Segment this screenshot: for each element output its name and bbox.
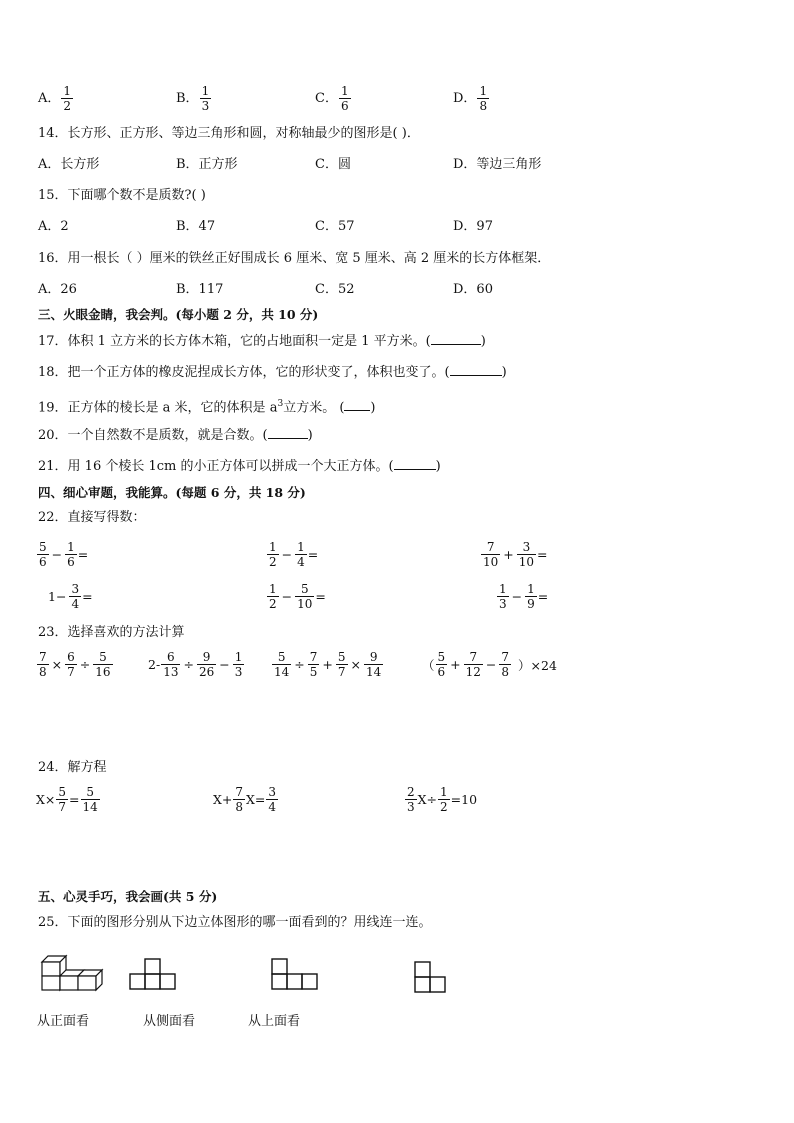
q24-equation-1: X× $\frac{5}{7}$ = $\frac{5}{14}$ [36,785,98,814]
q14-option-a[interactable]: A．长方形 [38,157,100,172]
q15-option-a[interactable]: A．2 [38,219,69,234]
q23-expression-1: $\frac{7}{8}$ × $\frac{6}{7}$ ÷ $\frac{5}{16}$ [39,650,111,679]
view-shape-2 [272,957,320,991]
q13-option-c[interactable]: C． $\frac{1}{6}$ [315,84,349,113]
q24-stem: 24．解方程 [38,760,107,775]
q22-expression-1: 5 6 − $\frac{1}{6}$ = [39,540,89,569]
q14-option-b[interactable]: B．正方形 [176,157,238,172]
q21-answer-blank[interactable] [394,469,436,470]
q16-option-c[interactable]: C．52 [315,282,355,297]
q25-stem: 25．下面的图形分别从下边立体图形的哪一面看到的？用线连一连。 [38,915,432,930]
q18-line: 18．把一个正方体的橡皮泥捏成长方体，它的形状变了，体积也变了。( ) [38,365,507,380]
q13-option-d[interactable]: D． $\frac{1}{8}$ [453,84,488,113]
q23-expression-4: （ 5 6 + $\frac{7}{12}$ − $\frac{7}{8}$ ）×24 [422,650,557,679]
section4-title: 四、细心审题，我能算。(每题 6 分，共 18 分) [38,485,306,500]
section3-title: 三、火眼金睛，我会判。(每小题 2 分，共 10 分) [38,307,319,322]
q15-stem: 15．下面哪个数不是质数?( ) [38,188,206,203]
q16-option-a[interactable]: A．26 [38,282,77,297]
q13-option-a[interactable]: A． $\frac{1}{2}$ [38,84,72,113]
q22-stem: 22．直接写得数： [38,510,146,525]
q15-option-c[interactable]: C．57 [315,219,355,234]
q15-option-b[interactable]: B．47 [176,219,216,234]
caption-top-view: 从上面看 [248,1014,301,1029]
q18-answer-blank[interactable] [450,375,502,376]
fraction: $\frac{1}{3}$ [201,84,210,113]
caption-side-view: 从侧面看 [143,1014,196,1029]
q23-expression-3: $\frac{5}{14}$ ÷ $\frac{7}{5}$ + $\frac{5}{7}$ × $\frac{9}{14}$ [274,650,382,679]
q20-answer-blank[interactable] [268,438,308,439]
view-shape-1 [130,957,178,991]
q22-expression-2: 1 2 − $\frac{1}{4}$ = [269,540,319,569]
q19-answer-blank[interactable] [344,410,370,411]
q22-expression-4: 1− $\frac{3}{4}$ = [48,582,93,611]
q16-stem: 16．用一根长（ ）厘米的铁丝正好围成长 6 厘米、宽 5 厘米、高 2 厘米的长方体框架． [38,251,551,266]
q14-option-d[interactable]: D．等边三角形 [453,157,542,172]
q22-expression-6: 1 3 − $\frac{1}{9}$ = [499,582,549,611]
q17-answer-blank[interactable] [431,344,481,345]
q20-line: 20．一个自然数不是质数，就是合数。( ) [38,428,313,443]
q23-stem: 23．选择喜欢的方法计算 [38,625,185,640]
q16-option-b[interactable]: B．117 [176,282,224,297]
q16-option-d[interactable]: D．60 [453,282,493,297]
caption-front-view: 从正面看 [37,1014,90,1029]
fraction: $\frac{1}{8}$ [479,84,488,113]
view-shape-3 [415,960,449,994]
q19-line: 19．正方体的棱长是 a 米，它的体积是 $a^3$立方米。 ( ) [38,399,376,416]
q24-equation-3: 2 3 X÷ $\frac{1}{2}$ =10 [407,785,478,814]
q23-expression-2: 2- $\frac{6}{13}$ ÷ $\frac{9}{26}$ − $\frac{1}{3}$ [148,650,243,679]
q14-option-c[interactable]: C．圆 [315,157,351,172]
q14-stem: 14．长方形、正方形、等边三角形和圆，对称轴最少的图形是( )． [38,126,420,141]
q21-line: 21．用 16 个棱长 1cm 的小正方体可以拼成一个大正方体。( ) [38,459,441,474]
q22-expression-5: 1 2 − $\frac{5}{10}$ = [269,582,326,611]
q22-expression-3: 7 10 + $\frac{3}{10}$ = [483,540,548,569]
fraction: $\frac{1}{2}$ [63,84,72,113]
section5-title: 五、心灵手巧，我会画(共 5 分) [38,889,218,904]
q15-option-d[interactable]: D．97 [453,219,493,234]
solid-figure [38,950,104,992]
q13-option-b[interactable]: B． $\frac{1}{3}$ [176,84,210,113]
q17-line: 17．体积 1 立方米的长方体木箱，它的占地面积一定是 1 平方米。( ) [38,334,486,349]
q24-equation-2: X+ $\frac{7}{8}$ X= $\frac{3}{4}$ [213,785,277,814]
fraction: $\frac{1}{6}$ [340,84,349,113]
